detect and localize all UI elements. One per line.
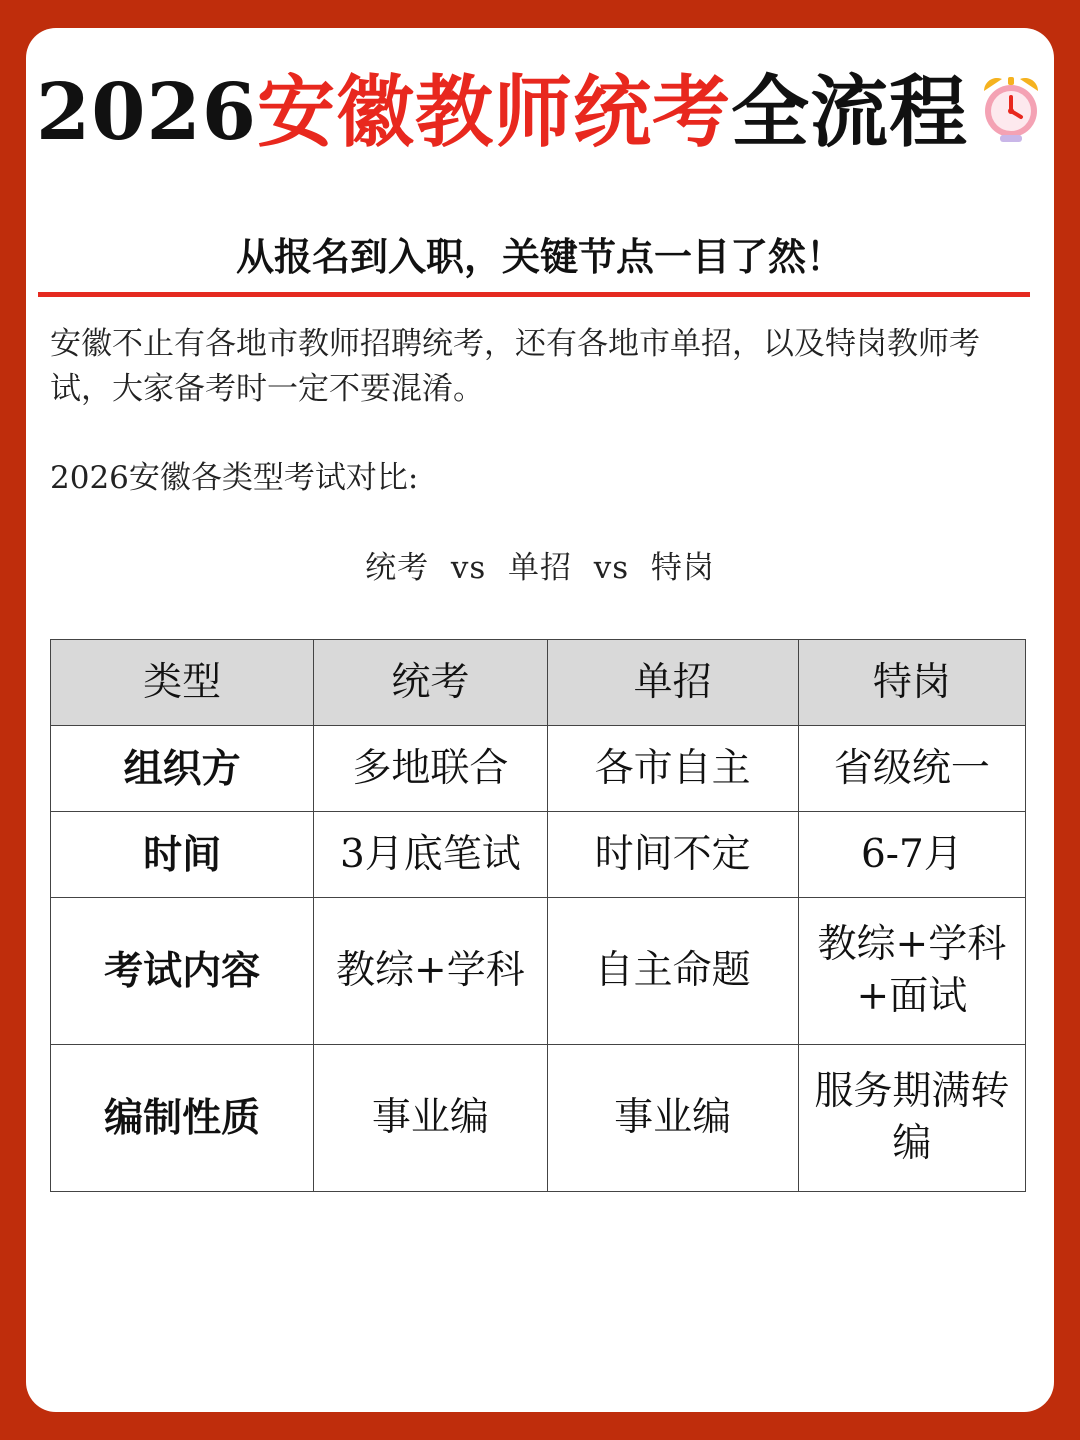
- table-cell: 事业编: [314, 1045, 547, 1192]
- divider-line: [38, 292, 1030, 297]
- table-cell: 教综+学科: [314, 898, 547, 1045]
- table-cell: 各市自主: [547, 726, 798, 812]
- title-highlight: 安徽教师统考: [257, 67, 732, 158]
- subtitle: 从报名到入职，关键节点一目了然！: [235, 234, 844, 279]
- table-cell: 服务期满转编: [798, 1045, 1025, 1192]
- table-cell: 时间不定: [547, 812, 798, 898]
- compare-label: 2026安徽各类型考试对比:: [50, 460, 419, 496]
- table-header-row: [51, 640, 1026, 726]
- table-header-cell: 统考: [314, 640, 547, 726]
- table-header-cell: 单招: [547, 640, 798, 726]
- table-header-cell: 类型: [51, 640, 314, 726]
- table-cell: 省级统一: [798, 726, 1025, 812]
- table-cell: 6-7月: [798, 812, 1025, 898]
- table-row: [51, 898, 1026, 1045]
- content-card: [26, 28, 1054, 1412]
- table-row: [51, 1045, 1026, 1192]
- table-cell: 3月底笔试: [314, 812, 547, 898]
- table-header-cell: 特岗: [798, 640, 1025, 726]
- intro-paragraph: 安徽不止有各地市教师招聘统考，还有各地市单招，以及特岗教师考试，大家备考时一定不要混淆。: [50, 326, 980, 407]
- table-row-header: 组织方: [51, 726, 314, 812]
- title-tail: 全流程: [731, 67, 969, 158]
- table-cell: 自主命题: [547, 898, 798, 1045]
- table-cell: 事业编: [547, 1045, 798, 1192]
- alarm-clock-icon: [978, 71, 1044, 145]
- table-row-header: 时间: [51, 812, 314, 898]
- page-title: [26, 68, 1054, 158]
- vs-line: 统考 vs 单招 vs 特岗: [365, 550, 715, 586]
- table-cell: 多地联合: [314, 726, 547, 812]
- comparison-table: [50, 639, 1026, 1192]
- table-row-header: 考试内容: [51, 898, 314, 1045]
- table-row: [51, 726, 1026, 812]
- table-cell: 教综+学科+面试: [798, 898, 1025, 1045]
- title-year: 2026: [35, 67, 258, 158]
- table-row: [51, 812, 1026, 898]
- table-row-header: 编制性质: [51, 1045, 314, 1192]
